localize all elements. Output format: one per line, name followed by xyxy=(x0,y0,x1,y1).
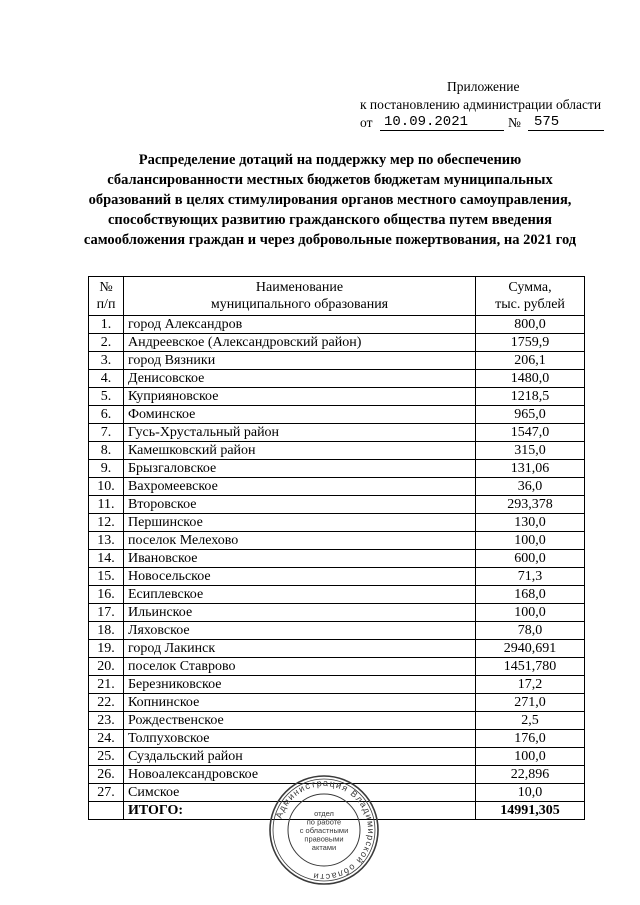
row-name: Рождественское xyxy=(124,712,476,730)
row-sum: 293,378 xyxy=(476,496,585,514)
row-name: Гусь-Хрустальный район xyxy=(124,424,476,442)
row-name: Ивановское xyxy=(124,550,476,568)
row-name: Второвское xyxy=(124,496,476,514)
appendix-block xyxy=(360,78,610,132)
total-number-cell xyxy=(89,802,124,820)
row-sum: 1759,9 xyxy=(476,334,585,352)
title-line: Распределение дотаций на поддержку мер по обеспечению xyxy=(138,152,522,168)
table-header-row xyxy=(89,277,585,316)
row-sum: 965,0 xyxy=(476,406,585,424)
row-sum: 1451,780 xyxy=(476,658,585,676)
table-row xyxy=(89,460,585,478)
row-number: 15. xyxy=(89,568,124,586)
row-number: 16. xyxy=(89,586,124,604)
row-sum: 600,0 xyxy=(476,550,585,568)
row-number: 10. xyxy=(89,478,124,496)
stamp-center-line: с областными xyxy=(299,826,349,835)
row-number: 23. xyxy=(89,712,124,730)
row-sum: 100,0 xyxy=(476,748,585,766)
row-name: Денисовское xyxy=(124,370,476,388)
table-row xyxy=(89,550,585,568)
row-name: Березниковское xyxy=(124,676,476,694)
header-number: № п/п xyxy=(89,277,124,316)
row-sum: 176,0 xyxy=(476,730,585,748)
row-number: 12. xyxy=(89,514,124,532)
row-number: 14. xyxy=(89,550,124,568)
row-number: 2. xyxy=(89,334,124,352)
table-row xyxy=(89,694,585,712)
table-row xyxy=(89,712,585,730)
stamp-center-line: по работе xyxy=(306,817,342,827)
row-sum: 2940,691 xyxy=(476,640,585,658)
row-name: Есиплевское xyxy=(124,586,476,604)
row-sum: 36,0 xyxy=(476,478,585,496)
table-row xyxy=(89,676,585,694)
row-name: Куприяновское xyxy=(124,388,476,406)
table-row xyxy=(89,442,585,460)
row-name: Ляховское xyxy=(124,622,476,640)
row-number: 5. xyxy=(89,388,124,406)
row-number: 3. xyxy=(89,352,124,370)
stamp-center-line: актами xyxy=(311,843,337,852)
table-row xyxy=(89,424,585,442)
table-row xyxy=(89,514,585,532)
row-name: Копнинское xyxy=(124,694,476,712)
row-number: 21. xyxy=(89,676,124,694)
title-line: сбалансированности местных бюджетов бюджетам муниципальных xyxy=(107,172,553,188)
row-sum: 131,06 xyxy=(476,460,585,478)
row-sum: 800,0 xyxy=(476,316,585,334)
row-number: 18. xyxy=(89,622,124,640)
table-row xyxy=(89,496,585,514)
title-line: образований в целях стимулирования органов местного самоуправления, xyxy=(88,192,572,208)
header-name: Наименование муниципального образования xyxy=(124,277,476,316)
table-row xyxy=(89,388,585,406)
row-name: Новосельское xyxy=(124,568,476,586)
table-row xyxy=(89,748,585,766)
row-sum: 1547,0 xyxy=(476,424,585,442)
table-row xyxy=(89,532,585,550)
row-sum: 78,0 xyxy=(476,622,585,640)
table-row xyxy=(89,658,585,676)
row-name: Суздальский район xyxy=(124,748,476,766)
row-number: 6. xyxy=(89,406,124,424)
number-sign: № xyxy=(508,115,521,130)
row-name: Симское xyxy=(124,784,476,802)
row-sum: 17,2 xyxy=(476,676,585,694)
row-name: Андреевское (Александровский район) xyxy=(124,334,476,352)
table-row xyxy=(89,478,585,496)
row-number: 11. xyxy=(89,496,124,514)
row-name: город Александров xyxy=(124,316,476,334)
row-number: 19. xyxy=(89,640,124,658)
table-row xyxy=(89,406,585,424)
title-line: способствующих развитию гражданского общества путем введения xyxy=(108,212,552,228)
row-name: Камешковский район xyxy=(124,442,476,460)
decree-date: 10.09.2021 xyxy=(380,114,504,131)
table-row xyxy=(89,622,585,640)
row-number: 17. xyxy=(89,604,124,622)
stamp-center-line: правовыми xyxy=(304,834,344,844)
table-row xyxy=(89,334,585,352)
appendix-reference: к постановлению администрации области xyxy=(360,97,602,112)
row-name: Першинское xyxy=(124,514,476,532)
row-number: 13. xyxy=(89,532,124,550)
total-label: ИТОГО: xyxy=(124,802,476,820)
table-row xyxy=(89,370,585,388)
row-sum: 22,896 xyxy=(476,766,585,784)
row-number: 7. xyxy=(89,424,124,442)
table-row xyxy=(89,352,585,370)
official-stamp xyxy=(268,774,380,886)
row-name: поселок Ставрово xyxy=(124,658,476,676)
decree-number: 575 xyxy=(528,114,604,131)
row-number: 24. xyxy=(89,730,124,748)
row-sum: 168,0 xyxy=(476,586,585,604)
row-name: Новоалександровское xyxy=(124,766,476,784)
row-number: 9. xyxy=(89,460,124,478)
row-name: Ильинское xyxy=(124,604,476,622)
row-number: 8. xyxy=(89,442,124,460)
row-sum: 100,0 xyxy=(476,604,585,622)
row-sum: 2,5 xyxy=(476,712,585,730)
header-sum: Сумма, тыс. рублей xyxy=(476,277,585,316)
total-sum: 14991,305 xyxy=(476,802,585,820)
row-name: город Лакинск xyxy=(124,640,476,658)
row-sum: 206,1 xyxy=(476,352,585,370)
title-line: самообложения граждан и через добровольные пожертвования, на 2021 год xyxy=(83,232,577,248)
distribution-table xyxy=(88,276,585,820)
row-number: 25. xyxy=(89,748,124,766)
date-prefix: от xyxy=(360,115,373,130)
stamp-ring-text: Администрация Владимирской области xyxy=(273,777,377,883)
row-sum: 71,3 xyxy=(476,568,585,586)
row-sum: 315,0 xyxy=(476,442,585,460)
row-number: 4. xyxy=(89,370,124,388)
row-sum: 1480,0 xyxy=(476,370,585,388)
row-sum: 10,0 xyxy=(476,784,585,802)
table-row xyxy=(89,604,585,622)
row-number: 20. xyxy=(89,658,124,676)
row-name: Вахромеевское xyxy=(124,478,476,496)
stamp-center-line: отдел xyxy=(314,809,334,818)
row-sum: 271,0 xyxy=(476,694,585,712)
row-number: 22. xyxy=(89,694,124,712)
row-name: город Вязники xyxy=(124,352,476,370)
row-name: поселок Мелехово xyxy=(124,532,476,550)
row-sum: 100,0 xyxy=(476,532,585,550)
stamp-center-text xyxy=(300,809,349,852)
table-row xyxy=(89,640,585,658)
row-name: Брызгаловское xyxy=(124,460,476,478)
table-body xyxy=(89,316,585,820)
document-title xyxy=(40,150,620,250)
table-row xyxy=(89,730,585,748)
appendix-label: Приложение xyxy=(447,79,520,94)
row-sum: 130,0 xyxy=(476,514,585,532)
row-number: 1. xyxy=(89,316,124,334)
row-name: Фоминское xyxy=(124,406,476,424)
table-row xyxy=(89,568,585,586)
row-sum: 1218,5 xyxy=(476,388,585,406)
row-number: 27. xyxy=(89,784,124,802)
table-row xyxy=(89,586,585,604)
row-name: Толпуховское xyxy=(124,730,476,748)
table-row xyxy=(89,316,585,334)
row-number: 26. xyxy=(89,766,124,784)
